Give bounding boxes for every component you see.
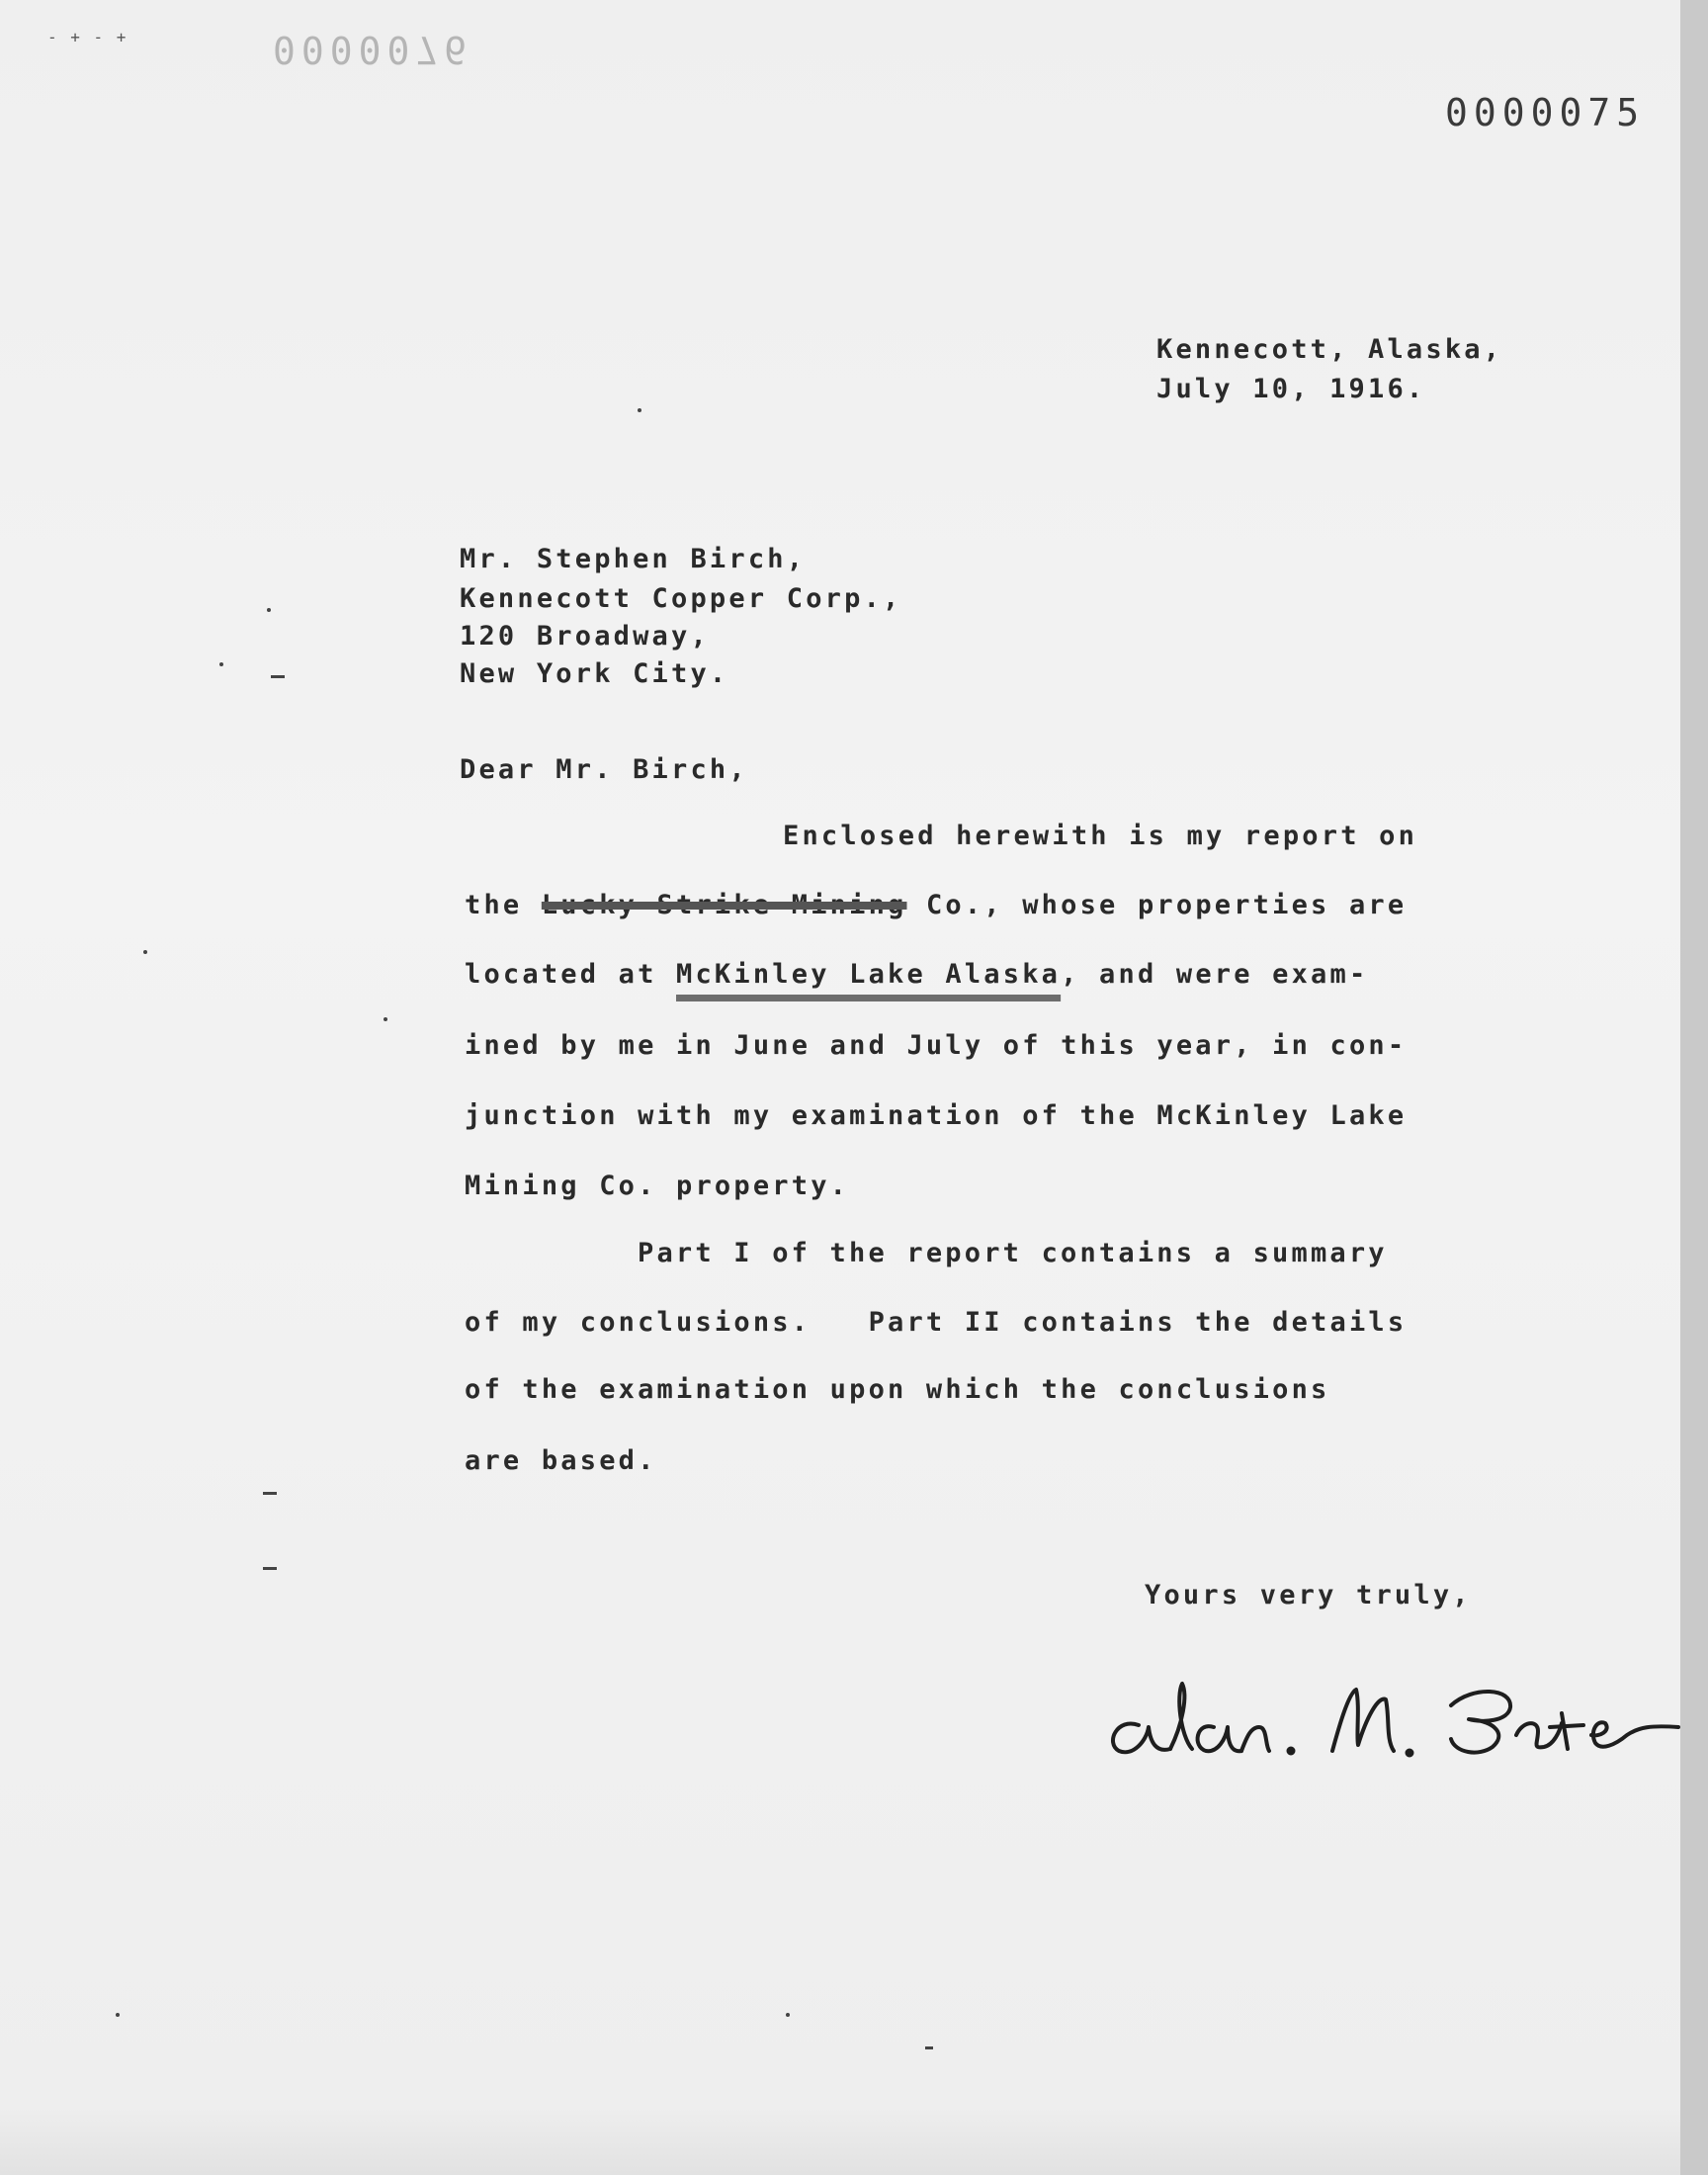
underlined-location: McKinley Lake Alaska [676,959,1062,990]
margin-speck [267,608,271,612]
body-line: are based. [465,1445,657,1476]
body-line: ined by me in June and July of this year, in con- [465,1030,1408,1061]
page-speck [786,2013,790,2017]
margin-tick [263,1492,277,1495]
margin-tick [263,1567,277,1570]
page-speck [638,408,641,412]
address-line: Mr. Stephen Birch, [460,544,807,574]
body-line: Enclosed herewith is my report on [783,821,1418,851]
text-run: the [465,890,542,920]
address-line: 120 Broadway, [460,621,710,652]
closing: Yours very truly, [1145,1580,1472,1610]
body-line: Mining Co. property. [465,1171,850,1201]
margin-speck [384,1017,387,1021]
body-line: Part I of the report contains a summary [638,1238,1388,1268]
handwritten-signature [1097,1666,1680,1775]
struck-text: Lucky Strike Mining [541,890,907,920]
page-tick [925,2046,933,2049]
address-line: New York City. [460,658,729,689]
bleed-through-number: 0000076 [273,28,473,71]
letter-date: July 10, 1916. [1156,374,1426,404]
salutation: Dear Mr. Birch, [460,754,748,785]
top-margin-mark: - + - + [47,28,128,46]
text-run: , and were exam- [1061,959,1369,990]
text-run: located at [465,959,677,990]
margin-speck [116,2013,120,2017]
margin-tick [271,675,285,678]
body-line [465,959,1368,990]
body-line: of my conclusions. Part II contains the details [465,1307,1408,1338]
margin-speck [143,950,147,954]
body-line: junction with my examination of the McKinley Lake [465,1100,1408,1131]
text-run: Co., whose properties are [906,890,1408,920]
document-number: 0000075 [1445,91,1646,134]
margin-speck [219,662,223,666]
body-line [465,890,1407,920]
body-line: of the examination upon which the conclusions [465,1374,1330,1405]
address-line: Kennecott Copper Corp., [460,583,902,614]
letter-place: Kennecott, Alaska, [1156,334,1503,365]
